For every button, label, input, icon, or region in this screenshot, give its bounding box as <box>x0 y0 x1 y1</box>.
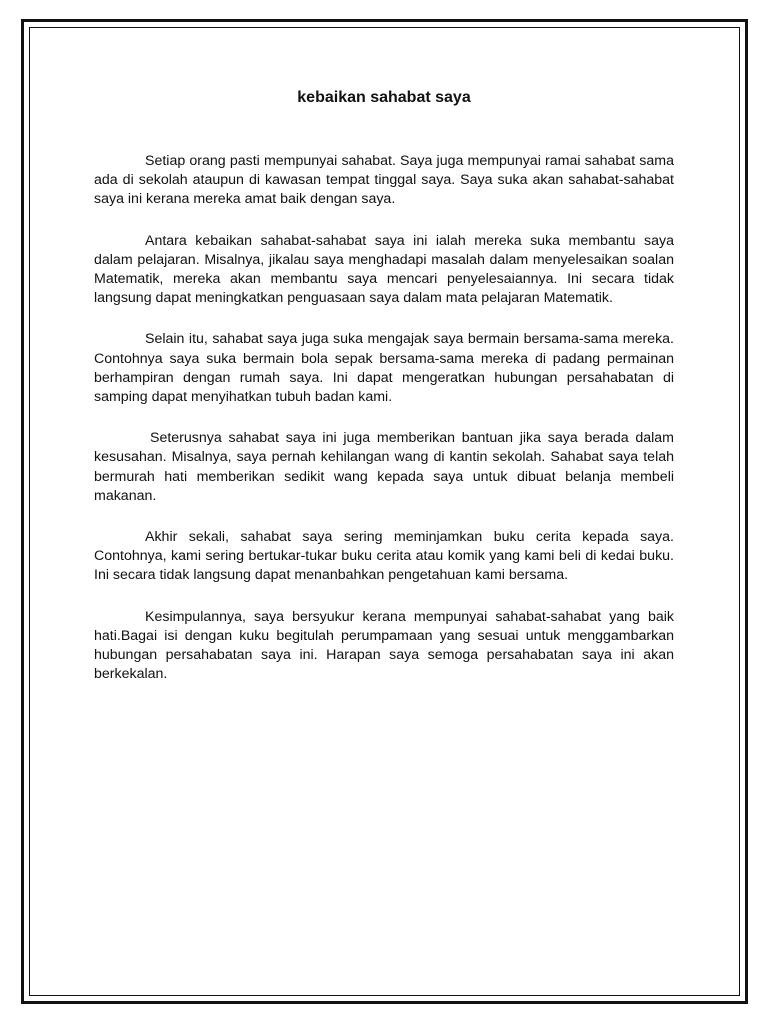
paragraph-help-in-studies: Antara kebaikan sahabat-sahabat saya ini ialah mereka suka membantu saya dalam pelajaran. Misalnya, jikalau saya menghadapi masalah dalam menyelesaikan soalan Matematik, mereka akan membantu saya mencari penyelesaiannya. Ini secara tidak langsung dapat meningkatkan penguasaan saya dalam mata pelajaran Matematik. <box>94 232 674 307</box>
paragraph-help-in-trouble: Seterusnya sahabat saya ini juga memberikan bantuan jika saya berada dalam kesusahan. Misalnya, saya pernah kehilangan wang di kantin sekolah. Sahabat saya telah bermurah hati memberikan sedikit wang kepada saya untuk dibuat belanja membeli makanan. <box>94 430 674 504</box>
paragraph-conclusion: Kesimpulannya, saya bersyukur kerana mempunyai sahabat-sahabat yang baik hati.Bagai isi dengan kuku begitulah perumpamaan yang sesuai untuk menggambarkan hubungan persahabatan saya ini. Harapan saya semoga persahabatan saya ini akan berkekalan. <box>94 608 674 683</box>
essay-body <box>94 152 674 706</box>
essay-title: kebaikan sahabat saya <box>297 89 471 106</box>
paragraph-lending-books: Akhir sekali, sahabat saya sering meminjamkan buku cerita kepada saya. Contohnya, kami sering bertukar-tukar buku cerita atau komik yang kami beli di kedai buku. Ini secara tidak langsung dapat menanbahkan pengetahuan kami bersama. <box>94 529 674 584</box>
paragraph-introduction: Setiap orang pasti mempunyai sahabat. Saya juga mempunyai ramai sahabat sama ada di sekolah ataupun di kawasan tempat tinggal saya. Saya suka akan sahabat-sahabat saya ini kerana mereka amat baik dengan saya. <box>94 153 674 208</box>
paragraph-playing-together: Selain itu, sahabat saya juga suka mengajak saya bermain bersama-sama mereka. Contohnya saya suka bermain bola sepak bersama-sama mereka di padang permainan berhampiran dengan rumah saya. Ini dapat mengeratkan hubungan persahabatan di samping dapat menyihatkan tubuh badan kami. <box>94 331 674 406</box>
